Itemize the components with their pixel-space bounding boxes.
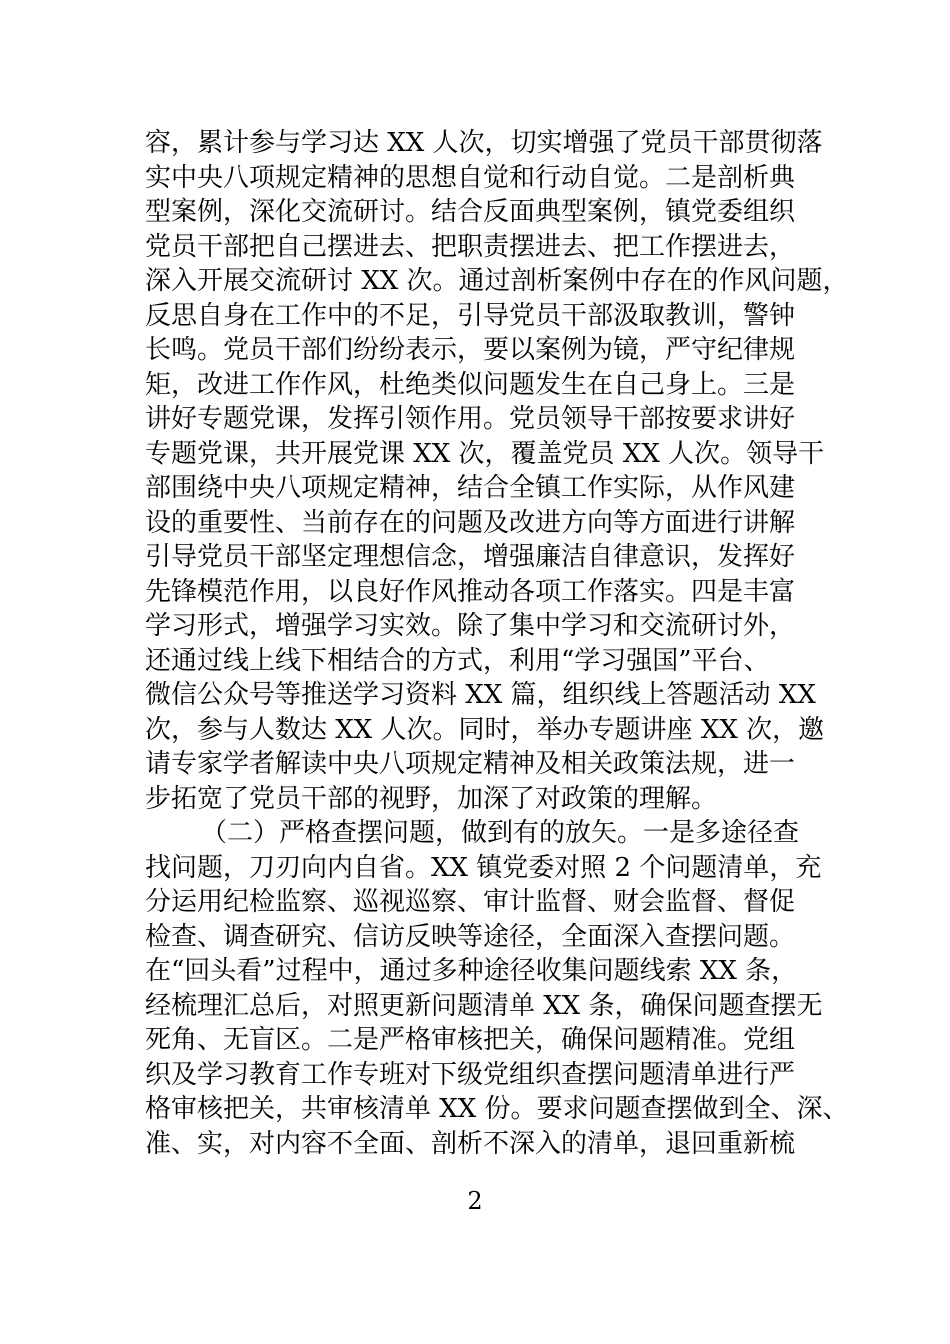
text-line: 在“回头看”过程中，通过多种途径收集问题线索 XX 条， xyxy=(145,956,798,986)
text-line: 引导党员干部坚定理想信念，增强廉洁自律意识，发挥好 xyxy=(145,542,796,572)
text-line: 实中央八项规定精神的思想自觉和行动自觉。二是剖析典 xyxy=(145,162,796,193)
text-line: 步拓宽了党员干部的视野，加深了对政策的理解。 xyxy=(145,783,718,814)
text-line: 党员干部把自己摆进去、把职责摆进去、把工作摆进去， xyxy=(145,231,796,262)
page-number: 2 xyxy=(467,1187,483,1215)
text-line: 矩，改进工作作风，杜绝类似问题发生在自己身上。三是 xyxy=(145,369,796,400)
text-line: 死角、无盲区。二是严格审核把关，确保问题精准。党组 xyxy=(145,1025,796,1055)
text-line: 容，累计参与学习达 XX 人次，切实增强了党员干部贯彻落 xyxy=(145,128,823,158)
text-line: 型案例，深化交流研讨。结合反面典型案例，镇党委组织 xyxy=(145,197,796,227)
text-line: 部围绕中央八项规定精神，结合全镇工作实际，从作风建 xyxy=(145,473,796,503)
text-line: 深入开展交流研讨 XX 次。通过剖析案例中存在的作风问题， xyxy=(145,266,849,296)
text-line: 先锋模范作用，以良好作风推动各项工作落实。四是丰富 xyxy=(145,576,796,607)
text-line: 请专家学者解读中央八项规定精神及相关政策法规，进一 xyxy=(145,749,796,779)
text-line: 微信公众号等推送学习资料 XX 篇，组织线上答题活动 XX xyxy=(145,680,816,710)
section-heading-line: （二）严格查摆问题，做到有的放矢。一是多途径查 xyxy=(201,818,800,848)
text-line: 专题党课，共开展党课 XX 次，覆盖党员 XX 人次。领导干 xyxy=(145,438,825,469)
text-line: 次，参与人数达 XX 人次。同时，举办专题讲座 XX 次，邀 xyxy=(145,714,825,745)
text-line: 检查、调查研究、信访反映等途径，全面深入查摆问题。 xyxy=(145,921,796,952)
text-line: 分运用纪检监察、巡视巡察、审计监督、财会监督、督促 xyxy=(145,887,796,917)
text-line: 讲好专题党课，发挥引领作用。党员领导干部按要求讲好 xyxy=(145,404,796,434)
text-line: 格审核把关，共审核清单 XX 份。要求问题查摆做到全、深、 xyxy=(145,1094,849,1124)
text-line: 准、实，对内容不全面、剖析不深入的清单，退回重新梳 xyxy=(145,1128,796,1159)
text-line: 设的重要性、当前存在的问题及改进方向等方面进行讲解 xyxy=(145,507,796,538)
text-line: 经梳理汇总后，对照更新问题清单 XX 条，确保问题查摆无 xyxy=(145,990,823,1021)
text-line: 反思自身在工作中的不足，引导党员干部汲取教训，警钟 xyxy=(145,300,796,331)
text-line: 还通过线上线下相结合的方式，利用“学习强国”平台、 xyxy=(145,645,770,676)
text-line: 长鸣。党员干部们纷纷表示，要以案例为镜，严守纪律规 xyxy=(145,335,796,365)
text-line: 织及学习教育工作专班对下级党组织查摆问题清单进行严 xyxy=(145,1059,796,1090)
text-line: 找问题，刀刃向内自省。XX 镇党委对照 2 个问题清单，充 xyxy=(145,852,822,883)
body-text xyxy=(145,126,849,1161)
text-line: 学习形式，增强学习实效。除了集中学习和交流研讨外， xyxy=(145,611,796,641)
